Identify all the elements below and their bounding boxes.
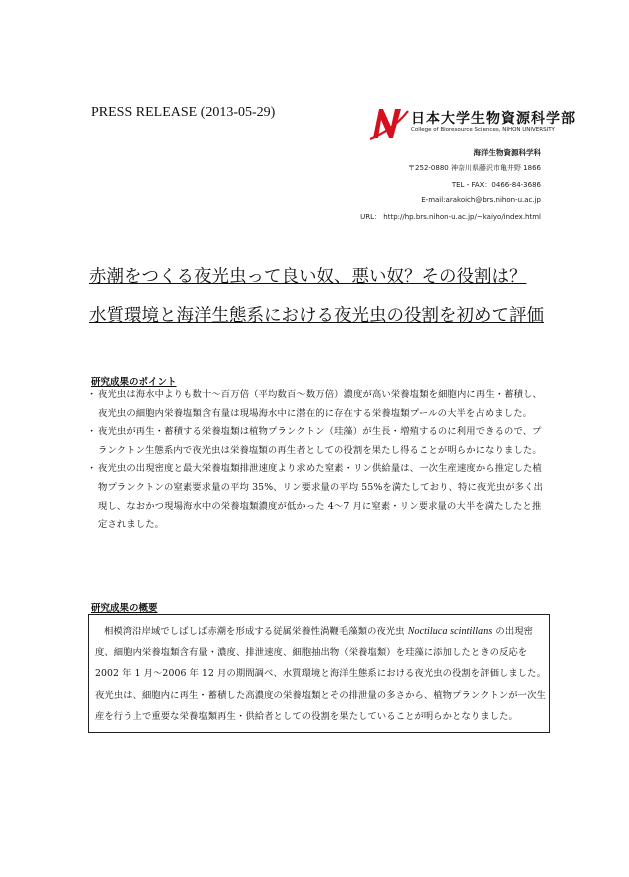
- points-list: [88, 386, 548, 535]
- email-address[interactable]: E-mail:arakoich@brs.nihon-u.ac.jp: [421, 196, 541, 204]
- college-english-name: College of Bioresource Sciences, NIHON UNIVERSITY: [411, 127, 555, 133]
- list-item: ・ 夜光虫の出現密度と最大栄養塩類排泄速度より求めた窒素・リン供給量は、一次生産速度から推定した植物プランクトンの窒素要求量の平均 35%、リン要求量の平均 55%を満たしており、特に夜光虫が多く出現し、なおかつ現場海水中の栄養塩類濃度が低かった 4～7 月に窒素・リン要求量の大半を満たしたと推定されました。: [88, 460, 548, 534]
- press-release-date: PRESS RELEASE (2013-05-29): [91, 105, 276, 120]
- university-logo-icon: [369, 105, 409, 141]
- subtitle: 水質環境と海洋生態系における夜光虫の役割を初めて評価: [89, 306, 544, 326]
- species-name: Noctiluca scintillans: [407, 626, 493, 637]
- summary-text-after: の出現密度、細胞内栄養塩類含有量・濃度、排泄速度、細胞抽出物（栄養塩類）を珪藻に添加したときの反応を 2002 年 1 月～2006 年 12 月の期間調べ、水質環境と海洋生態系における夜光虫の役割を評価しました。夜光虫は、細胞内に再生・蓄積した高濃度の栄養塩類とその排泄量の多さから、植物プランクトンが一次生産を行う上で重要な栄養塩類再生・供給者としての役割を果たしていることが明らかとなりました。: [95, 626, 546, 722]
- summary-heading: 研究成果の概要: [91, 603, 158, 614]
- university-name: 日本大学生物資源科学部: [411, 111, 576, 127]
- department-name: 海洋生物資源科学科: [473, 148, 541, 157]
- summary-paragraph: [95, 621, 547, 727]
- website-url[interactable]: URL： http://hp.brs.nihon-u.ac.jp/~kaiyo/index.html: [360, 213, 541, 221]
- postal-address: 〒252-0880 神奈川県藤沢市亀井野 1866: [408, 164, 541, 172]
- main-title: 赤潮をつくる夜光虫って良い奴、悪い奴？その役割は？: [89, 267, 527, 287]
- tel-fax: TEL・FAX：0466-84-3686: [451, 181, 541, 189]
- summary-box: [88, 614, 550, 733]
- list-item: ・ 夜光虫が再生・蓄積する栄養塩類は植物プランクトン（珪藻）が生長・増殖するのに利用できるので、プランクトン生態系内で夜光虫は栄養塩類の再生者としての役割を果たし得ることが明らかになりました。: [88, 423, 548, 460]
- list-item: ・ 夜光虫は海水中よりも数十～百万倍（平均数百～数万倍）濃度が高い栄養塩類を細胞内に再生・蓄積し、夜光虫の細胞内栄養塩類含有量は現場海水中に潜在的に存在する栄養塩類プールの大半を占めました。: [88, 386, 548, 423]
- summary-text-before: 相模湾沿岸域でしばしば赤潮を形成する従属栄養性渦鞭毛藻類の夜光虫: [104, 626, 408, 637]
- points-heading: 研究成果のポイント: [91, 377, 177, 388]
